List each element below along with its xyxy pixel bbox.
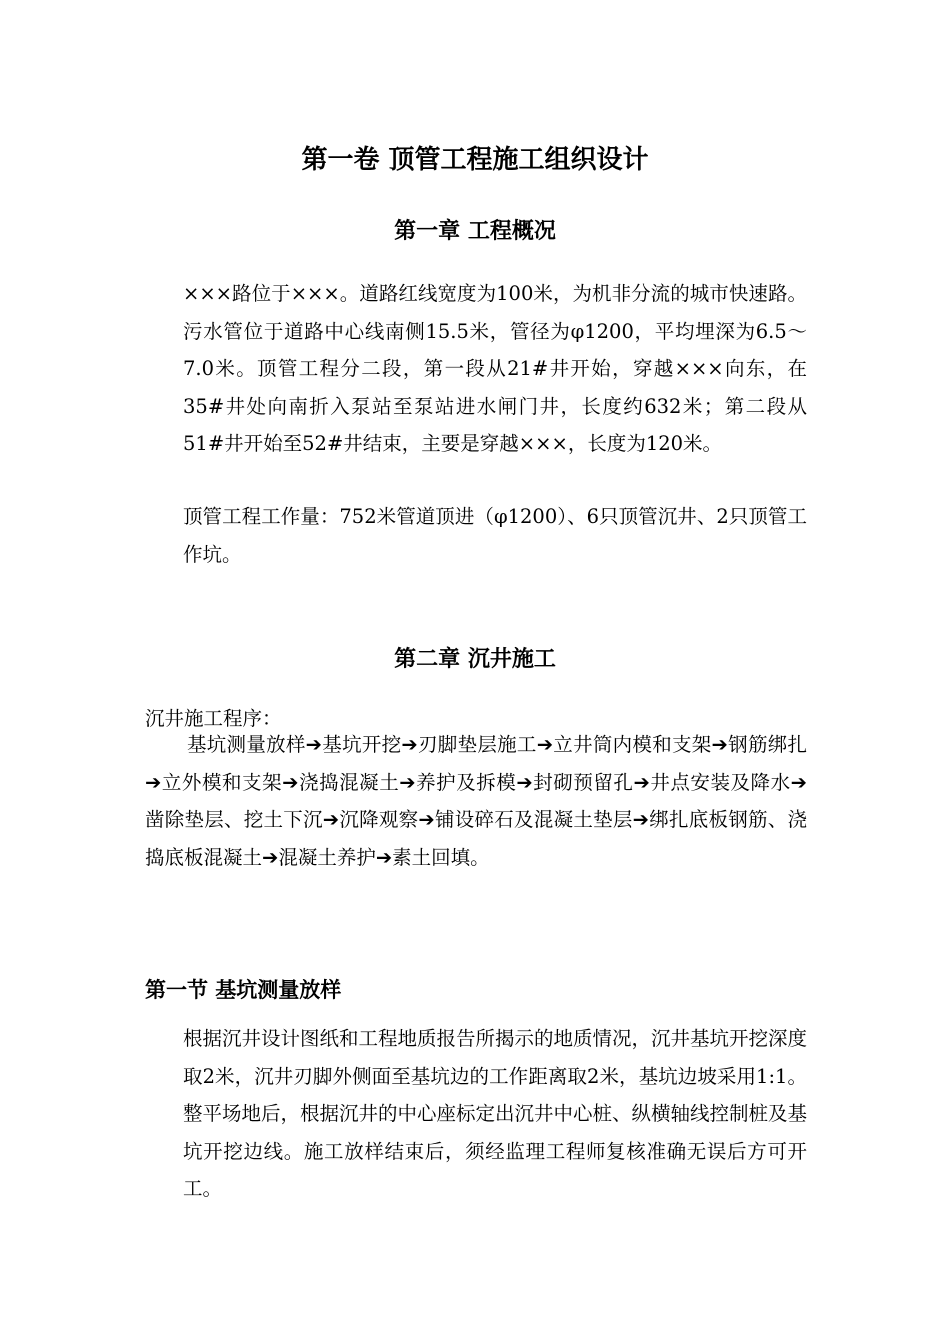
volume-title: 第一卷 顶管工程施工组织设计 — [301, 145, 649, 175]
chapter-2-title: 第二章 沉井施工 — [394, 647, 556, 672]
chapter-1-paragraph-overview: ×××路位于×××。道路红线宽度为100米，为机非分流的城市快速路。污水管位于道路中心线南侧15.5米，管径为φ1200，平均埋深为6.5～7.0米。顶管工程分二段，第一段从21#井开始，穿越×××向东，在35#井处向南折入泵站至泵站进水闸门井，长度约632米；第二段从51#井开始至52#井结束，主要是穿越×××，长度为120米。 — [183, 282, 807, 456]
procedure-sequence: 基坑测量放样➔基坑开挖➔刃脚垫层施工➔立井筒内模和支架➔钢筋绑扎➔立外模和支架➔浇捣混凝土➔养护及拆模➔封砌预留孔➔井点安装及降水➔凿除垫层、挖土下沉➔沉降观察➔铺设碎石及混凝土垫层➔绑扎底板钢筋、浇捣底板混凝土➔混凝土养护➔素土回填。 — [145, 733, 807, 869]
section-1-title: 第一节 基坑测量放样 — [145, 978, 342, 1002]
section-1-paragraph: 根据沉井设计图纸和工程地质报告所揭示的地质情况，沉井基坑开挖深度取2米，沉井刃脚外侧面至基坑边的工作距离取2米，基坑边坡采用1:1。整平场地后，根据沉井的中心座标定出沉井中心桩、纵横轴线控制桩及基坑开挖边线。施工放样结束后，须经监理工程师复核准确无误后方可开工。 — [183, 1027, 808, 1201]
procedure-label: 沉井施工程序： — [145, 707, 282, 730]
chapter-1-title: 第一章 工程概况 — [394, 219, 556, 244]
chapter-1-paragraph-workload: 顶管工程工作量：752米管道顶进（φ1200）、6只顶管沉井、2只顶管工作坑。 — [183, 505, 807, 566]
